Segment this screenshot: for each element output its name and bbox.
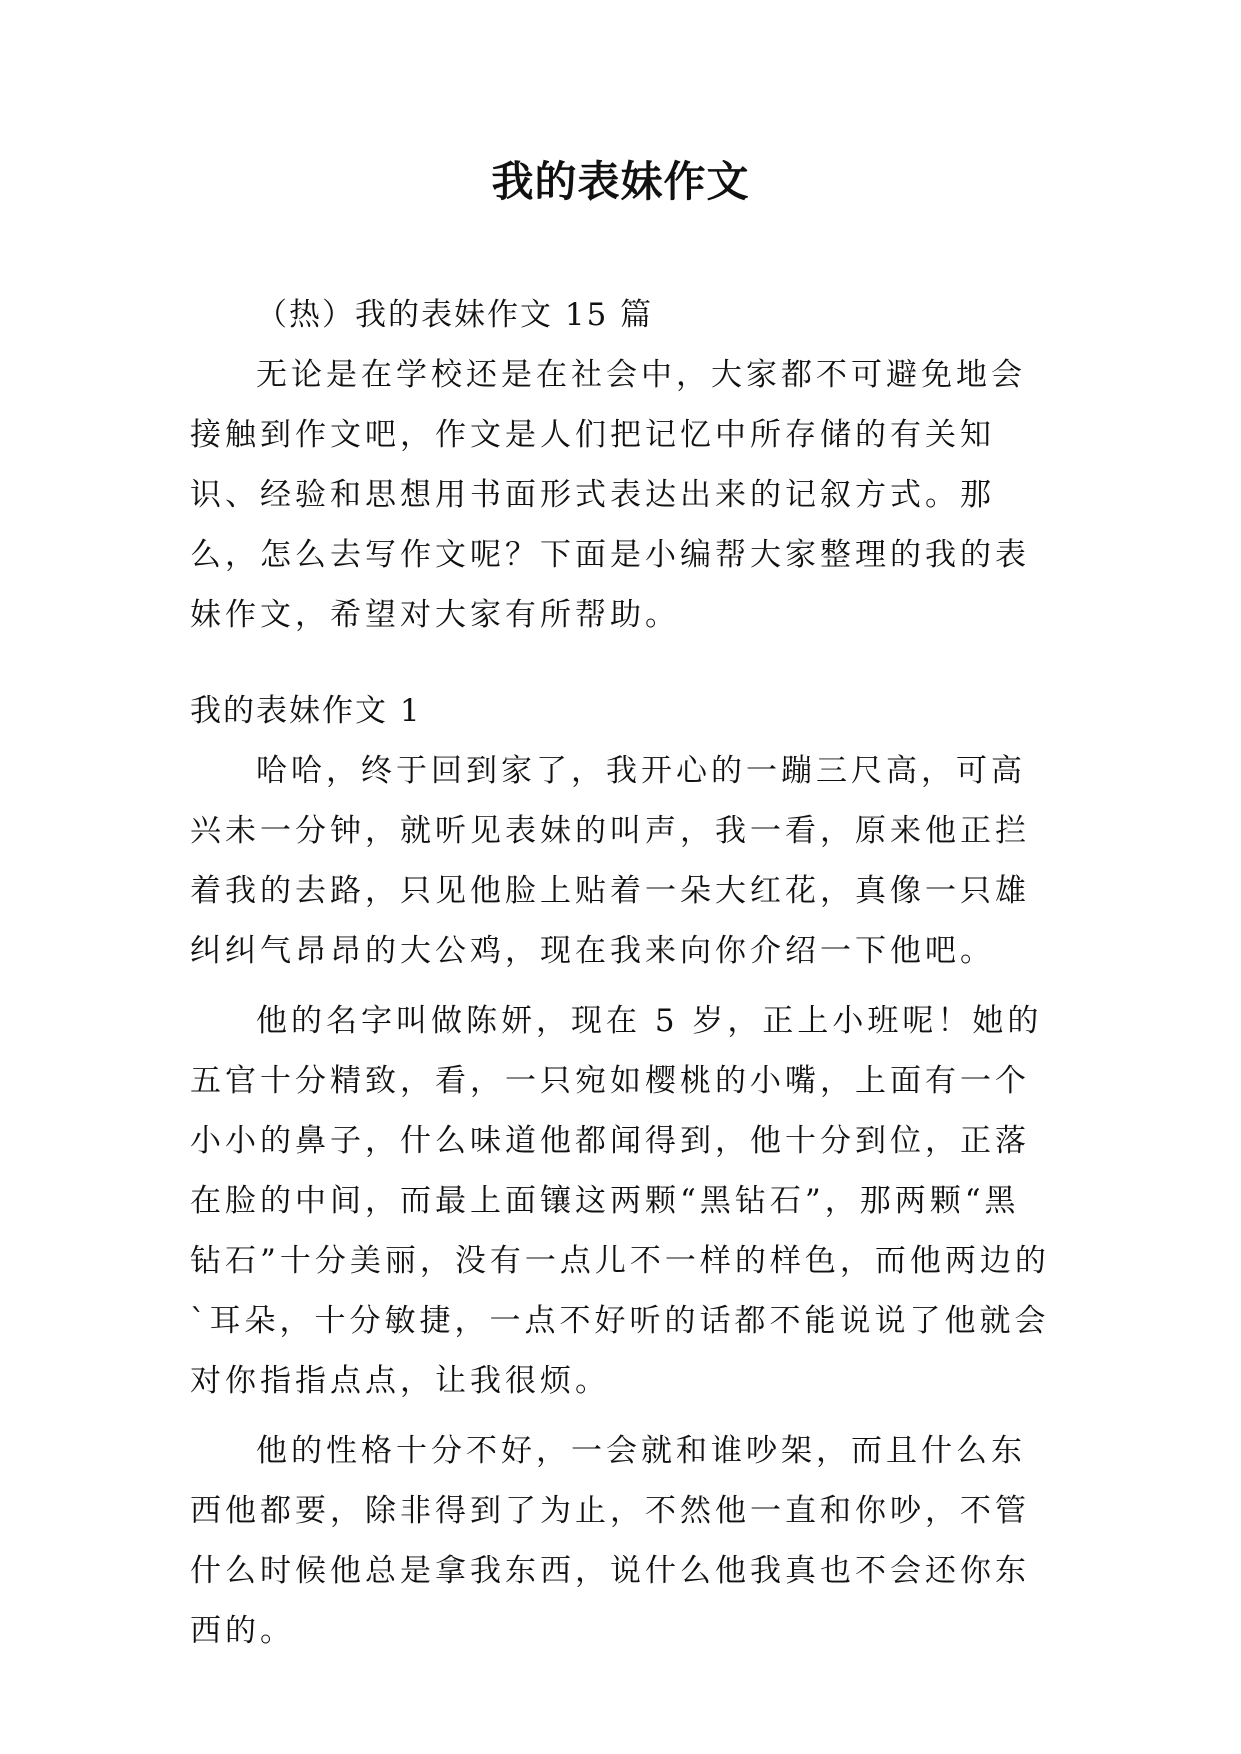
document-body (190, 285, 1050, 1661)
section-heading: 我的表妹作文 1 (190, 693, 422, 729)
section-spacer (190, 645, 1050, 681)
document-title: 我的表妹作文 (491, 157, 750, 206)
body-paragraph: 他的名字叫做陈妍，现在 5 岁，正上小班呢！她的五官十分精致，看，一只宛如樱桃的小嘴，上面有一个小小的鼻子，什么味道他都闻得到，他十分到位，正落在脸的中间，而最上面镶这两颗“黑钻石”，那两颗“黑钻石”十分美丽，没有一点儿不一样的样色，而他两边的`耳朵，十分敏捷，一点不好听的话都不能说说了他就会对你指指点点，让我很烦。 (190, 1003, 1050, 1399)
document-subtitle: （热）我的表妹作文 15 篇 (256, 297, 654, 333)
intro-paragraph: 无论是在学校还是在社会中，大家都不可避免地会接触到作文吧，作文是人们把记忆中所存储的有关知识、经验和思想用书面形式表达出来的记叙方式。那么，怎么去写作文呢？下面是小编帮大家整理的我的表妹作文，希望对大家有所帮助。 (190, 357, 1030, 633)
body-paragraph: 他的性格十分不好，一会就和谁吵架，而且什么东西他都要，除非得到了为止，不然他一直和你吵，不管什么时候他总是拿我东西，说什么他我真也不会还你东西的。 (190, 1433, 1030, 1649)
body-paragraph: 哈哈，终于回到家了，我开心的一蹦三尺高，可高兴未一分钟，就听见表妹的叫声，我一看，原来他正拦着我的去路，只见他脸上贴着一朵大红花，真像一只雄纠纠气昂昂的大公鸡，现在我来向你介绍一下他吧。 (190, 753, 1030, 969)
